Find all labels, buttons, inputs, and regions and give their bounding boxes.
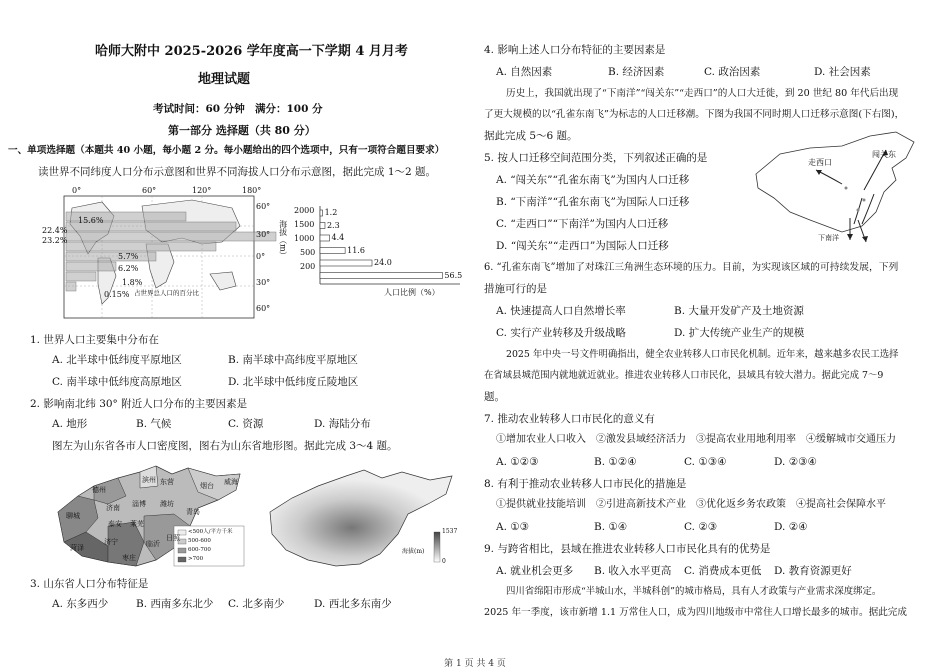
map-legend: 占世界总人口的百分比 — [134, 289, 199, 297]
map-lat-label: 60° — [256, 202, 271, 211]
map-lat-label: 60° — [256, 304, 271, 313]
chart-tick: 200 — [300, 262, 316, 271]
exam-subtitle: 地理试题 — [198, 72, 251, 87]
q8-option-b[interactable]: B. ①④ — [594, 521, 628, 533]
q5-option-b[interactable]: B. “下南洋”“孔雀东南飞”为国际人口迁移 — [496, 196, 690, 208]
map-lat-label: 30° — [256, 278, 271, 287]
q8-items: ①提供就业技能培训 ②引进高新技术产业 ③优化返乡务农政策 ④提高社会保障水平 — [496, 499, 886, 510]
q7-option-b[interactable]: B. ①②④ — [594, 456, 637, 468]
density-legend: 600-700 — [188, 547, 211, 553]
q6-option-b[interactable]: B. 大量开发矿产及土地资源 — [674, 305, 804, 317]
q8-option-c[interactable]: C. ②③ — [684, 521, 718, 533]
map-lon-label: 120° — [192, 186, 212, 195]
question-9: 9. 与跨省相比，县域在推进农业转移人口市民化具有的优势是 — [484, 543, 771, 555]
q9-option-a[interactable]: A. 就业机会更多 — [496, 565, 574, 577]
altitude-bar — [320, 223, 325, 229]
intro-q1-2: 读世界不同纬度人口分布示意图和世界不同海拔人口分布示意图，据此完成 1～2 题。 — [38, 166, 437, 178]
city-label: 威海 — [224, 478, 238, 486]
question-1: 1. 世界人口主要集中分布在 — [30, 334, 159, 346]
city-label: 聊城 — [66, 512, 80, 520]
map-pct-label: 22.4% — [42, 226, 68, 235]
map-pct-label: 5.7% — [118, 252, 139, 261]
elev-low: 0 — [442, 558, 446, 565]
altitude-bar — [320, 210, 323, 216]
map-pct-label: 6.2% — [118, 264, 139, 273]
map-label-xianyang: 下南洋 — [818, 234, 839, 242]
q4-option-c[interactable]: C. 政治因素 — [704, 66, 761, 78]
chart-xlabel: 人口比例（%） — [384, 288, 440, 297]
question-6-line1: 6. “孔雀东南飞”增加了对珠江三角洲生态环境的压力。目前，为实现该区域的可持续发展，下列 — [484, 262, 899, 273]
altitude-population-chart — [280, 202, 470, 310]
q9-option-d[interactable]: D. 教育资源更好 — [774, 565, 852, 577]
q4-option-a[interactable]: A. 自然因素 — [496, 66, 553, 78]
q3-option-d[interactable]: D. 西北多东南少 — [314, 598, 392, 610]
q7-option-a[interactable]: A. ①②③ — [496, 456, 539, 468]
city-label: 日照 — [166, 534, 180, 542]
q9-option-b[interactable]: B. 收入水平更高 — [594, 565, 672, 577]
map-pct-label: 23.2% — [42, 236, 68, 245]
altitude-bar-label: 56.5 — [444, 270, 463, 280]
question-4: 4. 影响上述人口分布特征的主要因素是 — [484, 44, 666, 56]
shandong-density-map — [48, 456, 248, 572]
china-migration-map — [746, 128, 922, 248]
q1-option-a[interactable]: A. 北半球中低纬度平原地区 — [52, 354, 182, 366]
city-label: 青岛 — [186, 508, 200, 516]
q5-option-c[interactable]: C. “走西口”“下南洋”为国内人口迁移 — [496, 218, 669, 230]
exam-score: 满分：100 分 — [255, 103, 323, 115]
altitude-bar — [320, 260, 372, 266]
density-legend: <500人/平方千米 — [188, 529, 233, 535]
altitude-bar-label: 1.2 — [324, 208, 338, 217]
intro-q7-9-line3: 题。 — [484, 391, 505, 403]
q4-option-b[interactable]: B. 经济因素 — [608, 66, 665, 78]
map-pct-label: 0.15% — [104, 290, 130, 299]
intro-q5-6-line3: 据此完成 5～6 题。 — [484, 130, 578, 142]
shandong-terrain-map — [262, 462, 462, 572]
q6-option-c[interactable]: C. 实行产业转移及升级战略 — [496, 327, 626, 339]
q4-option-d[interactable]: D. 社会因素 — [814, 66, 871, 78]
chart-tick: 2000 — [294, 206, 315, 215]
city-label: 泰安 — [108, 520, 122, 528]
chart-tick: 1000 — [294, 234, 315, 243]
altitude-bar — [320, 235, 330, 241]
map-lat-label: 0° — [256, 252, 266, 261]
q3-option-c[interactable]: C. 北多南少 — [228, 598, 285, 610]
question-3: 3. 山东省人口分布特征是 — [30, 578, 149, 590]
q1-option-c[interactable]: C. 南半球中低纬度高原地区 — [52, 376, 182, 388]
density-legend: >700 — [188, 556, 204, 562]
intro-q3-4: 图左为山东省各市人口密度图，图右为山东省地形图。据此完成 3～4 题。 — [52, 440, 398, 452]
map-label-chuangguandong: 闯关东 — [872, 150, 896, 159]
map-lon-label: 60° — [142, 186, 157, 195]
density-legend: 500-600 — [188, 538, 211, 544]
intro-q7-9-line1: 2025 年中央一号文件明确指出，健全农业转移人口市民化机制。近年来，越来越多农民工选择 — [506, 349, 899, 360]
city-label: 临沂 — [146, 540, 160, 548]
chart-tick: 500 — [300, 248, 316, 257]
question-7: 7. 推动农业转移人口市民化的意义有 — [484, 413, 655, 425]
altitude-bar — [320, 248, 345, 254]
altitude-bar — [320, 273, 442, 279]
q8-option-d[interactable]: D. ②④ — [774, 521, 808, 533]
city-label: 济南 — [106, 504, 120, 512]
world-latitude-population-figure — [42, 186, 282, 326]
exam-time: 考试时间：60 分钟 — [153, 103, 245, 115]
chart-ylabel: 海拔（m） — [278, 220, 288, 260]
map-pct-label: 15.6% — [78, 216, 104, 225]
q7-option-c[interactable]: C. ①③④ — [684, 456, 727, 468]
question-8: 8. 有利于推动农业转移人口市民化的措施是 — [484, 478, 687, 490]
map-label-zouxikou: 走西口 — [808, 158, 832, 167]
elev-label: 海拔(m) — [402, 548, 425, 555]
q8-option-a[interactable]: A. ①③ — [496, 521, 530, 533]
map-lon-label: 180° — [242, 186, 262, 195]
city-label: 滨州 — [142, 476, 156, 484]
intro-q10-line1: 四川省绵阳市形成“半城山水，半城科创”的城市格局，具有人才政策与产业需求深度绑定。 — [506, 586, 882, 597]
intro-q5-6-line1: 历史上，我国就出现了“下南洋”“闯关东”“走西口”的人口大迁徙，到 20 世纪 80 年代后出现 — [506, 88, 899, 99]
question-6-line2: 措施可行的是 — [484, 283, 547, 295]
page-footer: 第 1 页 共 4 页 — [444, 659, 506, 669]
city-label: 莱芜 — [130, 520, 144, 528]
q2-option-a[interactable]: A. 地形 — [52, 418, 88, 430]
intro-q10-line2: 2025 年一季度，该市新增 1.1 万常住人口，成为四川地级市中常住人口增长最多的城市。据此完成 — [484, 607, 907, 618]
city-label: 德州 — [92, 486, 106, 494]
map-lon-label: 0° — [72, 186, 82, 195]
city-label: 枣庄 — [122, 554, 136, 562]
city-label: 济宁 — [104, 538, 118, 546]
q6-option-a[interactable]: A. 快速提高人口自然增长率 — [496, 305, 626, 317]
city-label: 烟台 — [200, 482, 214, 490]
city-label: 东营 — [160, 478, 174, 486]
q7-option-d[interactable]: D. ②③④ — [774, 456, 817, 468]
intro-q7-9-line2: 在省域县城范围内就地就近就业。推进农业转移人口市民化，县域具有较大潜力。据此完成 7～9 — [484, 370, 884, 381]
altitude-bar-label: 2.3 — [326, 220, 340, 230]
altitude-bar-label: 11.6 — [347, 245, 365, 255]
q2-option-d[interactable]: D. 海陆分布 — [314, 418, 371, 430]
city-label: 菏泽 — [70, 544, 84, 552]
city-label: 潍坊 — [160, 500, 174, 508]
q1-option-b[interactable]: B. 南半球中高纬度平原地区 — [228, 354, 358, 366]
q7-items: ①增加农业人口收入 ②激发县域经济活力 ③提高农业用地利用率 ④缓解城市交通压力 — [496, 434, 896, 445]
section-heading: 一、单项选择题（本题共 40 小题，每小题 2 分。每小题给出的四个选项中，只有一项符合题目要求） — [8, 145, 445, 156]
chart-tick: 1500 — [294, 220, 315, 229]
q5-option-d[interactable]: D. “闯关东”“走西口”为国际人口迁移 — [496, 240, 669, 252]
q3-option-b[interactable]: B. 西南多东北少 — [136, 598, 214, 610]
q2-option-b[interactable]: B. 气候 — [136, 418, 172, 430]
altitude-bar-label: 4.4 — [331, 233, 345, 242]
q1-option-d[interactable]: D. 北半球中低纬度丘陵地区 — [228, 376, 359, 388]
q2-option-c[interactable]: C. 资源 — [228, 418, 264, 430]
elev-high: 1537 — [442, 528, 458, 535]
q3-option-a[interactable]: A. 东多西少 — [52, 598, 109, 610]
exam-title: 哈师大附中 2025-2026 学年度高一下学期 4 月月考 — [95, 44, 408, 59]
part-heading: 第一部分 选择题（共 80 分） — [168, 124, 316, 137]
question-5: 5. 按人口迁移空间范围分类，下列叙述正确的是 — [484, 152, 708, 164]
altitude-bar-label: 24.0 — [374, 258, 392, 267]
city-label: 淄博 — [132, 500, 146, 508]
q6-option-d[interactable]: D. 扩大传统产业生产的规模 — [674, 327, 805, 339]
q9-option-c[interactable]: C. 消费成本更低 — [684, 565, 762, 577]
q5-option-a[interactable]: A. “闯关东”“孔雀东南飞”为国内人口迁移 — [496, 174, 690, 186]
map-lat-label: 30° — [256, 230, 271, 239]
intro-q5-6-line2: 了更大规模的以“孔雀东南飞”为标志的人口迁移潮。下图为我国不同时期人口迁移示意图(下右图)， — [484, 109, 905, 120]
question-2: 2. 影响南北纬 30° 附近人口分布的主要因素是 — [30, 398, 248, 410]
map-pct-label: 1.8% — [122, 278, 143, 287]
